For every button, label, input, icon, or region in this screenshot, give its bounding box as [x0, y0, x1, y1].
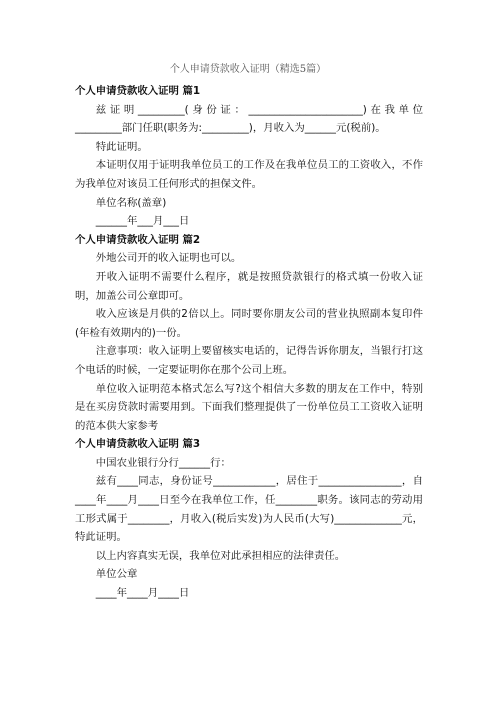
- paragraph: 收入应该是月供的2倍以上。同时要你朋友公司的营业执照副本复印件(年检有效期内的)一份。: [75, 308, 423, 339]
- paragraph: 外地公司开的收入证明也可以。: [95, 252, 242, 265]
- paragraph: 单位收入证明范本格式怎么写?这个相信大多数的朋友在工作中，特别是在买房贷款时需要用到。下面我们整理提供了一份单位员工工资收入证明的范本供大家参考: [75, 382, 423, 432]
- section-heading: 个人申请贷款收入证明 篇3: [75, 438, 201, 451]
- paragraph: 以上内容真实无误，我单位对此承担相应的法律责任。: [95, 549, 346, 562]
- paragraph: 开收入证明不需要什么程序，就是按照贷款银行的格式填一份收入证明，加盖公司公章即可。: [75, 270, 423, 302]
- paragraph: 特此证明。: [95, 140, 148, 153]
- paragraph: 注意事项：收入证明上要留核实电话的，记得告诉你朋友，当银行打这个电话的时候，一定要证明你在那个公司上班。: [75, 345, 423, 376]
- date-line: ____年____月____日: [95, 587, 190, 600]
- paragraph: 兹有____同志，身份证号____________，居住于________________，自____年____月____日至今在我单位工作，任________职务。该同志的劳动用工形式属于________，月收入(税后实发)为人民币(大写)_____________元，特此证明。: [75, 475, 423, 544]
- paragraph: 兹证明_________(身份证：______________________)在我单位_________部门任职(职务为:_________)，月收入为______元(税前)。: [75, 103, 423, 135]
- section-heading: 个人申请贷款收入证明 篇1: [75, 85, 201, 97]
- document-body: [75, 82, 423, 603]
- paragraph: 中国农业银行分行______行：: [95, 456, 231, 469]
- document-title: 个人申请贷款收入证明（精选5篇）: [169, 64, 327, 75]
- date-line: ______年___月___日: [95, 215, 190, 228]
- section-heading: 个人申请贷款收入证明 篇2: [75, 233, 201, 246]
- paragraph: 单位名称(盖章): [95, 196, 167, 209]
- paragraph: 单位公章: [95, 568, 138, 581]
- paragraph: 本证明仅用于证明我单位员工的工作及在我单位员工的工资收入，不作为我单位对该员工任何形式的担保文件。: [75, 159, 423, 190]
